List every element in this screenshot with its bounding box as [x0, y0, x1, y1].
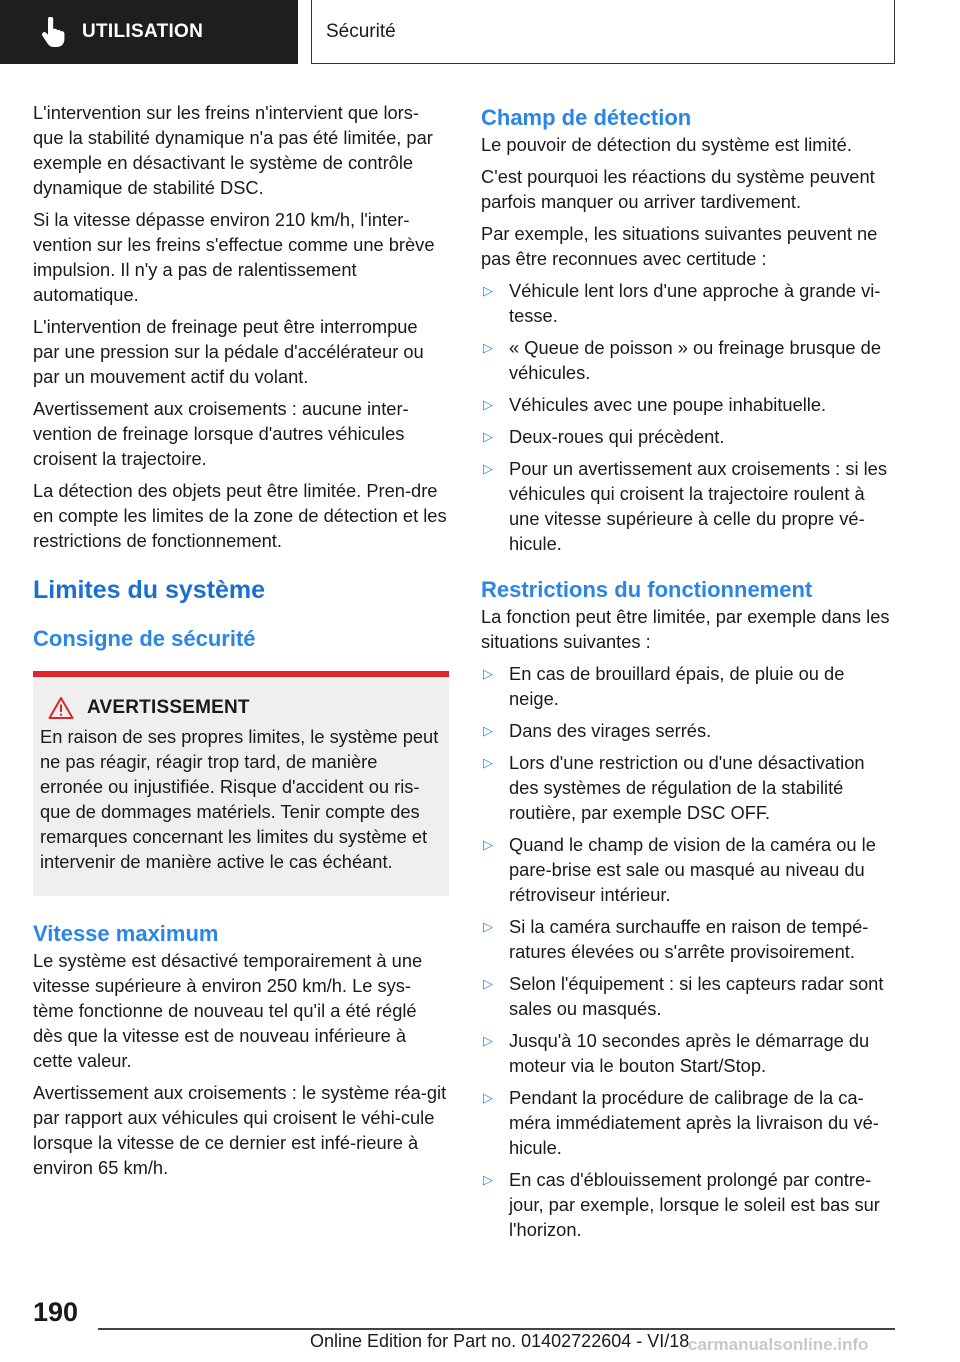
triangle-right-icon: ▷ [483, 837, 493, 852]
paragraph: C'est pourquoi les réactions du système peuvent parfois manquer ou arriver tardivement. [481, 166, 875, 212]
list-item: ▷ Lors d'une restriction ou d'une désactivation des systèmes de régulation de la stabilité routière, par exemple DSC OFF. [483, 752, 865, 823]
watermark: carmanualsonline.info [688, 1335, 869, 1354]
right-column [481, 104, 897, 1249]
list-item: ▷ Selon l'équipement : si les capteurs radar sont sales ou masqués. [483, 973, 884, 1019]
hand-pointer-icon [38, 17, 68, 47]
triangle-right-icon: ▷ [483, 755, 493, 770]
triangle-right-icon: ▷ [483, 461, 493, 476]
list-item: ▷ Deux-roues qui précèdent. [483, 426, 725, 447]
list-item: ▷ Véhicules avec une poupe inhabituelle. [483, 394, 827, 415]
header-subsection-box [311, 0, 895, 64]
paragraph: Si la vitesse dépasse environ 210 km/h, l'inter-vention sur les freins s'effectue comme une brève impulsion. Il n'y a pas de ralentissement automatique. [33, 209, 435, 305]
triangle-right-icon: ▷ [483, 397, 493, 412]
heading-limits: Limites du système [33, 576, 266, 604]
paragraph: Par exemple, les situations suivantes peuvent ne pas être reconnues avec certitude : [481, 223, 878, 269]
triangle-right-icon: ▷ [483, 1172, 493, 1187]
paragraph: Le système est désactivé temporairement à une vitesse supérieure à environ 250 km/h. Le sys-tème fonctionne de nouveau tel qu'il a été réglé dès que la vitesse est de nouveau inférieure à cette valeur. [33, 950, 423, 1071]
list-item: ▷ Véhicule lent lors d'une approche à grande vi-tesse. [483, 280, 881, 326]
heading-restrictions: Restrictions du fonctionnement [481, 577, 813, 602]
paragraph: Avertissement aux croisements : aucune inter-vention de freinage lorsque d'autres véhicules croisent la trajectoire. [33, 398, 409, 469]
triangle-right-icon: ▷ [483, 919, 493, 934]
triangle-right-icon: ▷ [483, 976, 493, 991]
subsection-title: Sécurité [326, 20, 396, 42]
paragraph: Avertissement aux croisements : le système réa-git par rapport aux véhicules qui croisent le véhi-cule lorsque la vitesse de ce dernier est infé-rieure à environ 65 km/h. [33, 1082, 447, 1178]
footer-edition: Online Edition for Part no. 01402722604 - VI/18 [310, 1331, 690, 1351]
footer-divider [98, 1328, 895, 1330]
paragraph: La détection des objets peut être limitée. Pren-dre en compte les limites de la zone de détection et les restrictions de fonctionnement. [33, 480, 447, 551]
heading-safety: Consigne de sécurité [33, 626, 256, 651]
triangle-right-icon: ▷ [483, 429, 493, 444]
triangle-right-icon: ▷ [483, 723, 493, 738]
warning-header [40, 695, 441, 720]
triangle-right-icon: ▷ [483, 666, 493, 681]
warning-triangle-icon [48, 696, 74, 720]
warning-text: En raison de ses propres limites, le système peut ne pas réagir, réagir trop tard, de manière erronée ou injustifiée. Risque d'accident ou ris-que de dommages matériels. Tenir compte des remarques concernant les limites du système et intervenir de manière active le cas échéant. [40, 726, 439, 872]
bullet-list-restrictions [481, 661, 897, 1242]
bullet-list-detection [481, 278, 897, 556]
left-column [33, 100, 449, 1187]
header-section-tab [0, 0, 298, 64]
page-number: 190 [33, 1297, 79, 1327]
paragraph: Le pouvoir de détection du système est limité. [481, 134, 852, 155]
list-item: ▷ Pendant la procédure de calibrage de la ca-méra immédiatement après la livraison du vé-hicule. [483, 1087, 879, 1158]
triangle-right-icon: ▷ [483, 340, 493, 355]
warning-box [33, 671, 449, 896]
section-title: UTILISATION [82, 21, 204, 42]
paragraph: La fonction peut être limitée, par exemple dans les situations suivantes : [481, 606, 890, 652]
triangle-right-icon: ▷ [483, 1090, 493, 1105]
list-item: ▷ « Queue de poisson » ou freinage brusque de véhicules. [483, 337, 881, 383]
paragraph: L'intervention sur les freins n'intervient que lors-que la stabilité dynamique n'a pas été limitée, par exemple en désactivant le système de contrôle dynamique de stabilité DSC. [33, 102, 433, 198]
warning-title: AVERTISSEMENT [87, 697, 250, 718]
list-item: ▷ Jusqu'à 10 secondes après le démarrage du moteur via le bouton Start/Stop. [483, 1030, 870, 1076]
list-item: ▷ En cas d'éblouissement prolongé par contre-jour, par exemple, lorsque le soleil est bas sur l'horizon. [483, 1169, 880, 1240]
list-item: ▷ Pour un avertissement aux croisements : si les véhicules qui croisent la trajectoire roulent à une vitesse supérieure à celle du propre vé-hicule. [483, 458, 887, 554]
list-item: ▷ Si la caméra surchauffe en raison de tempé-ratures élevées ou s'arrête provisoirement. [483, 916, 869, 962]
triangle-right-icon: ▷ [483, 1033, 493, 1048]
heading-max-speed: Vitesse maximum [33, 921, 219, 946]
heading-detection: Champ de détection [481, 105, 692, 130]
triangle-right-icon: ▷ [483, 283, 493, 298]
list-item: ▷ Quand le champ de vision de la caméra ou le pare-brise est sale ou masqué au niveau du rétroviseur intérieur. [483, 834, 876, 905]
list-item: ▷ Dans des virages serrés. [483, 720, 712, 741]
list-item: ▷ En cas de brouillard épais, de pluie ou de neige. [483, 663, 845, 709]
paragraph: L'intervention de freinage peut être interrompue par une pression sur la pédale d'accélérateur ou par un mouvement actif du volant. [33, 316, 424, 387]
